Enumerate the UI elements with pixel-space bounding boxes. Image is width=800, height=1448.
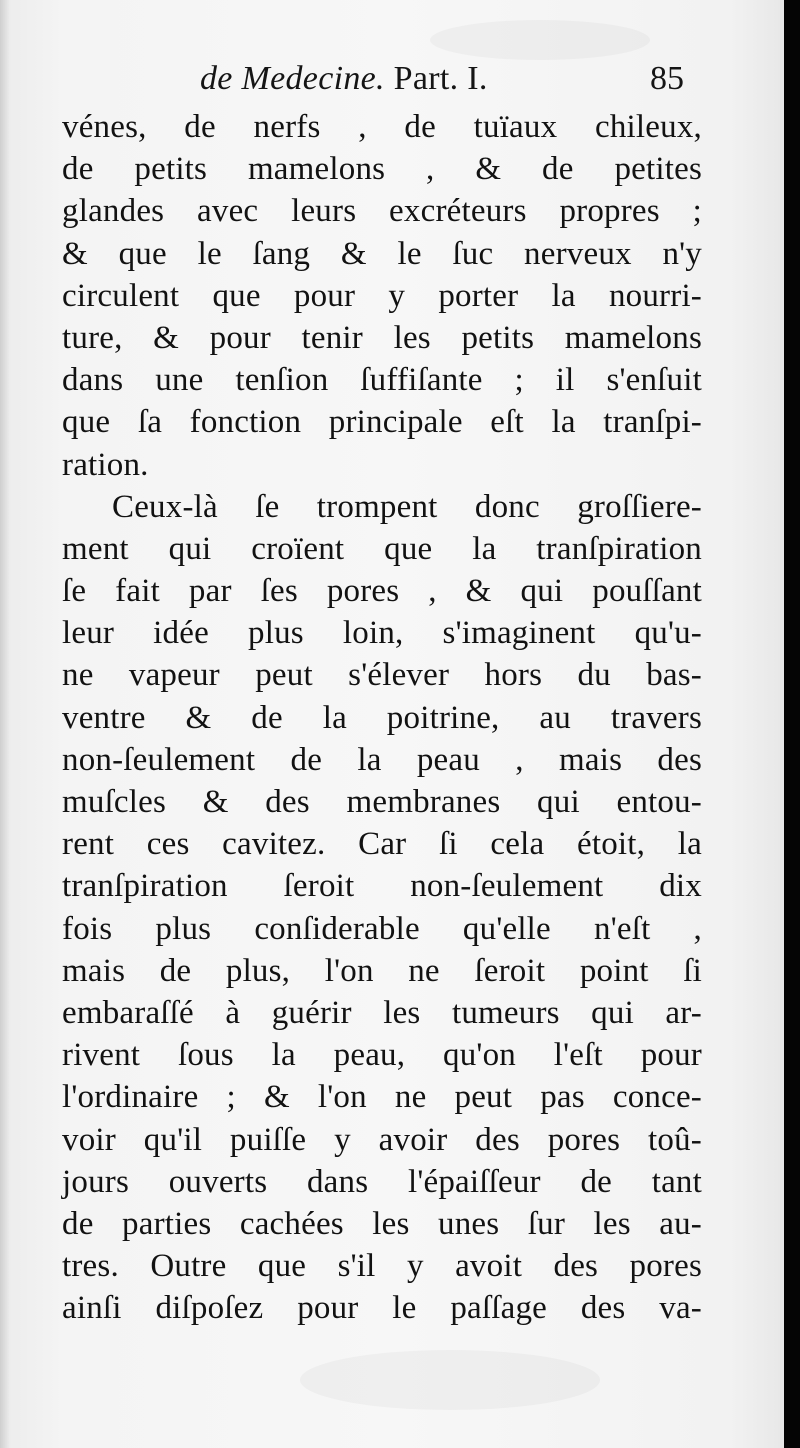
text-line: muſcles & des membranes qui entou- — [62, 784, 702, 820]
page-header — [0, 58, 792, 108]
text-line: circulent que pour y porter la nourri- — [62, 277, 702, 314]
text-line: voir qu'il puiſſe y avoir des pores toû- — [62, 1121, 702, 1158]
running-head — [200, 60, 488, 98]
text-line: jours ouverts dans l'épaiſſeur de tant — [62, 1163, 702, 1200]
text-line: ne vapeur peut s'élever hors du bas- — [62, 657, 702, 694]
text-line: ſe fait par ſes pores , & qui pouſſant — [62, 573, 702, 610]
running-head-part: Part. I. — [393, 60, 488, 97]
text-line: dans une tenſion ſuffiſante ; il s'enſuit — [62, 362, 702, 399]
text-line: de petits mamelons , & de petites — [62, 151, 702, 188]
page-gutter-shadow — [0, 0, 10, 1448]
text-line: embaraſſé à guérir les tumeurs qui ar- — [62, 994, 702, 1031]
text-line: fois plus conſiderable qu'elle n'eſt , — [62, 910, 702, 947]
text-line: ventre & de la poitrine, au travers — [62, 699, 702, 736]
text-line: rent ces cavitez. Car ſi cela étoit, la — [62, 826, 702, 863]
paper-stain — [300, 1350, 600, 1410]
text-line: non-ſeulement de la peau , mais des — [62, 741, 702, 778]
text-line: que ſa fonction principale eſt la tranſpi- — [62, 404, 702, 441]
running-head-title: de Medecine. — [200, 60, 385, 97]
body-text — [62, 106, 702, 1329]
page-edge-border — [784, 0, 792, 1448]
text-line: l'ordinaire ; & l'on ne peut pas conce- — [62, 1079, 702, 1116]
text-line: mais de plus, l'on ne ſeroit point ſi — [62, 952, 702, 989]
text-line: de parties cachées les unes ſur les au- — [62, 1205, 702, 1242]
text-line: ment qui croïent que la tranſpiration — [62, 530, 702, 567]
text-line: ainſi diſpoſez pour le paſſage des va- — [62, 1290, 702, 1327]
text-line: vénes, de nerfs , de tuïaux chileux, — [62, 109, 702, 145]
paragraph-first-line: Ceux-là ſe trompent donc groſſiere- — [112, 488, 702, 525]
page-number: 85 — [650, 60, 684, 97]
text-line: & que le ſang & le ſuc nerveux n'y — [62, 235, 702, 272]
text-line: glandes avec leurs excréteurs propres ; — [62, 193, 702, 230]
text-line: rivent ſous la peau, qu'on l'eſt pour — [62, 1037, 702, 1074]
text-line: tres. Outre que s'il y avoit des pores — [62, 1248, 702, 1285]
text-line: ture, & pour tenir les petits mamelons — [62, 319, 702, 356]
text-line: ration. — [62, 446, 149, 483]
text-line: tranſpiration ſeroit non-ſeulement dix — [62, 868, 702, 905]
paper-stain — [430, 20, 650, 60]
text-line: leur idée plus loin, s'imaginent qu'u- — [62, 615, 702, 652]
